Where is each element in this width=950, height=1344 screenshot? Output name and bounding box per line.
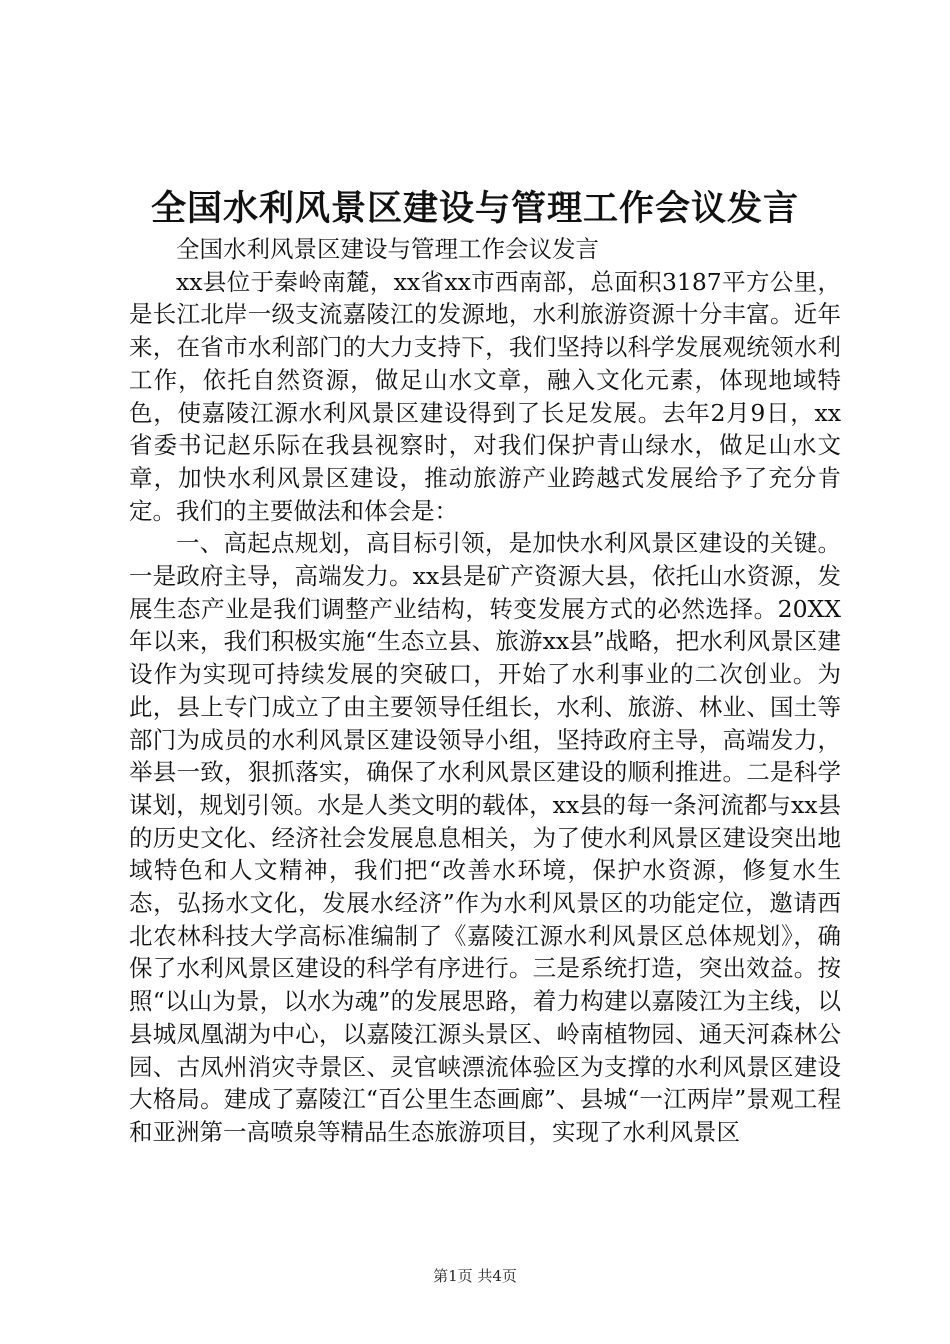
paragraph-subtitle: 全国水利风景区建设与管理工作会议发言 [176,235,599,263]
paragraph-section-one: 一、高起点规划，高目标引领，是加快水利风景区建设的关键。一是政府主导，高端发力。xx县是矿产资源大县，依托山水资源，发展生态产业是我们调整产业结构，转变发展方式的必然选择。20XX年以来，我们积极实施“生态立县、旅游xx县”战略，把水利风景区建设作为实现可持续发展的突破口，开始了水利事业的二次创业。为此，县上专门成立了由主要领导任组长，水利、旅游、林业、国土等部门为成员的水利风景区建设领导小组，坚持政府主导，高端发力，举县一致，狠抓落实，确保了水利风景区建设的顺利推进。二是科学谋划，规划引领。水是人类文明的载体，xx县的每一条河流都与xx县的历史文化、经济社会发展息息相关，为了使水利风景区建设突出地域特色和人文精神，我们把“改善水环境，保护水资源，修复水生态，弘扬水文化，发展水经济”作为水利风景区的功能定位，邀请西北农林科技大学高标准编制了《嘉陵江源水利风景区总体规划》，确保了水利风景区建设的科学有序进行。三是系统打造，突出效益。按照“以山为景，以水为魂”的发展思路，着力构建以嘉陵江为主线，以县城凤凰湖为中心，以嘉陵江源头景区、岭南植物园、通天河森林公园、古凤州消灾寺景区、灵官峡漂流体验区为支撑的水利风景区建设大格局。建成了嘉陵江“百公里生态画廊”、县城“一江两岸”景观工程和亚洲第一高喷泉等精品生态旅游项目，实现了水利风景区 [129,529,841,1146]
document-body [129,233,841,1149]
page-footer: 第1页 共4页 [433,1267,517,1285]
document-title: 全国水利风景区建设与管理工作会议发言 [150,188,799,229]
paragraph-intro: xx县位于秦岭南麓，xx省xx市西南部，总面积3187平方公里，是长江北岸一级支流嘉陵江的发源地，水利旅游资源十分丰富。近年来，在省市水利部门的大力支持下，我们坚持以科学发展观统领水利工作，依托自然资源，做足山水文章，融入文化元素，体现地域特色，使嘉陵江源水利风景区建设得到了长足发展。去年2月9日，xx省委书记赵乐际在我县视察时，对我们保护青山绿水，做足山水文章，加快水利风景区建设，推动旅游产业跨越式发展给予了充分肯定。我们的主要做法和体会是： [129,267,841,525]
